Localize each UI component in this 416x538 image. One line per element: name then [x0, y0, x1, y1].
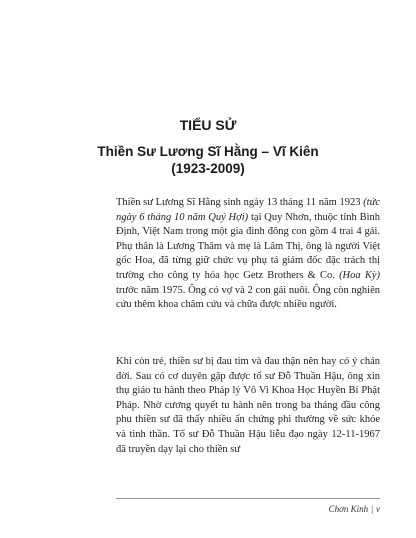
footer-page-number: v: [376, 504, 380, 514]
paragraph-1-text-c: tại Quy Nhơn, thuộc tỉnh Bình Định, Việt Nam trong một gia đình đông con gồm 4 trai 4 gái. Phụ thân là Lương Thâm và mẹ là Lâm Thị, ông là người Việt gốc Hoa, đã từng giữ chức vụ phụ tá giám đốc đặc trách thị trường cho công ty hóa học Getz Brothers & Co.: [116, 211, 380, 281]
paragraph-1-text-a: Thiền sư Lương Sĩ Hằng sinh ngày 13 tháng 11 năm 1923: [116, 197, 364, 208]
paragraph-1-text-e: trước năm 1975. Ông có vợ và 2 con gái nuôi. Ông còn nghiên cứu thêm khoa châm cứu và chữa được nhiều người.: [116, 284, 380, 311]
paragraph-2: Khi còn trẻ, thiền sư bị đau tim và đau thận nên hay có ý chán đời. Sau có cơ duyên gặp được tổ sư Đỗ Thuần Hậu, ông xin thụ giáo tu hành theo Pháp lý Vô Vi Khoa Học Huyền Bí Phật Pháp. Nhờ cương quyết tu hành nên trong ba tháng đầu công phu thiền sư đã thấy nhiều ấn chứng phi thường về sức khỏe và tinh thần. Tổ sư Đỗ Thuần Hậu liễu đạo ngày 12-11-1967 đã truyền dạy lại cho thiền sư: [116, 356, 380, 455]
biography-subject: Thiền Sư Lương Sĩ Hằng – Vĩ Kiên: [97, 144, 319, 159]
paragraph-1-lunar-date: (tức ngày 6 tháng 10 năm Quý Hợi): [116, 197, 380, 223]
footer-divider: [116, 498, 380, 499]
page-footer: [329, 504, 380, 514]
paragraph-1: [116, 196, 380, 313]
paragraph-1-country: (Hoa Kỳ): [339, 269, 380, 281]
page-title: TIỂU SỬ: [179, 117, 237, 133]
footer-book-title: Chơn Kinh: [328, 504, 369, 514]
biography-years: (1923-2009): [171, 161, 245, 176]
footer-separator: |: [371, 504, 373, 514]
